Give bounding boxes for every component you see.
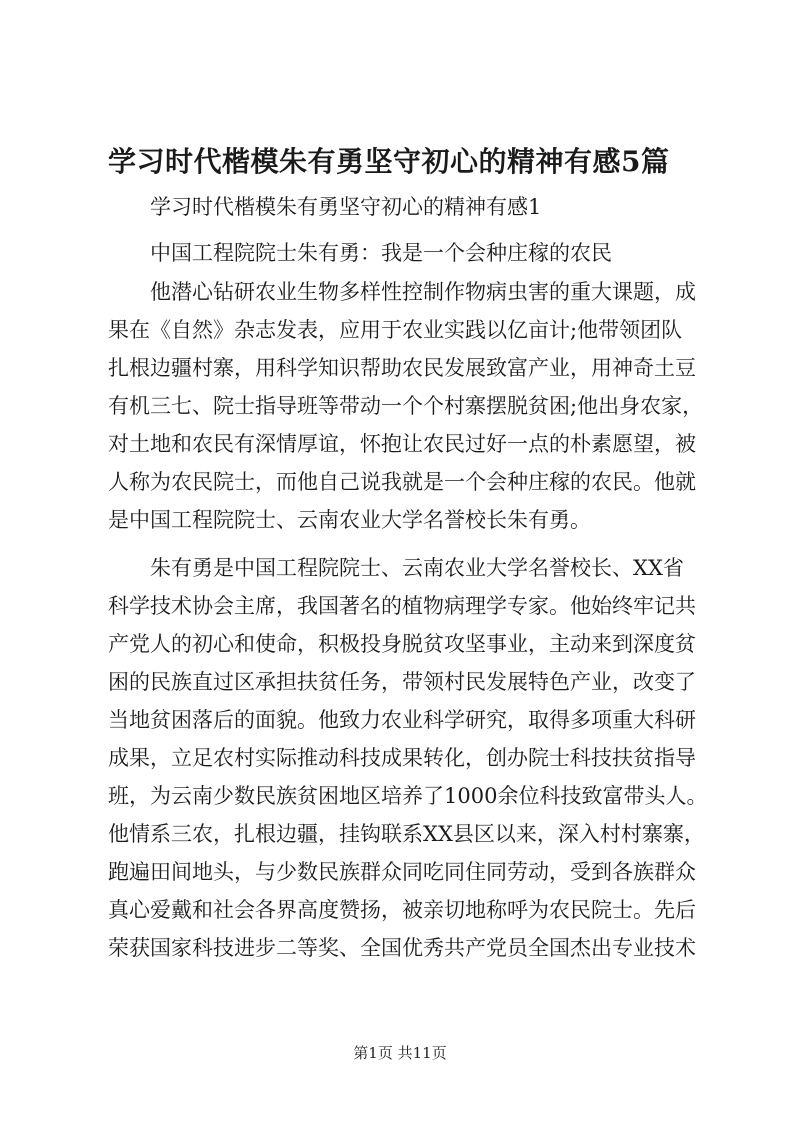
paragraph-line: 人称为农民院士，而他自己说我就是一个会种庄稼的农民。他就 (108, 470, 696, 494)
paragraph-line: 朱有勇是中国工程院院士、云南农业大学名誉校长、XX省 (150, 556, 684, 580)
section-heading: 中国工程院院士朱有勇：我是一个会种庄稼的农民 (150, 241, 612, 265)
paragraph-line: 真心爱戴和社会各界高度赞扬，被亲切地称呼为农民院士。先后 (108, 898, 696, 922)
paragraph-line: 是中国工程院院士、云南农业大学名誉校长朱有勇。 (108, 508, 591, 532)
paragraph-line: 当地贫困落后的面貌。他致力农业科学研究，取得多项重大科研 (108, 708, 696, 732)
paragraph-line: 他情系三农，扎根边疆，挂钩联系XX县区以来，深入村村寨寨， (108, 822, 705, 846)
document-subtitle: 学习时代楷模朱有勇坚守初心的精神有感1 (150, 195, 542, 219)
paragraph-line: 扎根边疆村寨，用科学知识帮助农民发展致富产业，用神奇土豆 (108, 356, 696, 380)
paragraph-line: 班，为云南少数民族贫困地区培养了1000余位科技致富带头人。 (108, 784, 708, 808)
page-number-footer: 第1页 共11页 (353, 1044, 447, 1062)
paragraph-line: 他潜心钻研农业生物多样性控制作物病虫害的重大课题，成 (150, 280, 696, 304)
paragraph-line: 果在《自然》杂志发表，应用于农业实践以亿亩计;他带领团队 (108, 318, 683, 342)
paragraph-line: 成果，立足农村实际推动科技成果转化，创办院士科技扶贫指导 (108, 746, 696, 770)
paragraph-line: 有机三七、院士指导班等带动一个个村寨摆脱贫困;他出身农家， (108, 394, 704, 418)
paragraph-line: 荣获国家科技进步二等奖、全国优秀共产党员全国杰出专业技术 (108, 936, 696, 960)
paragraph-line: 困的民族直过区承担扶贫任务，带领村民发展特色产业，改变了 (108, 670, 696, 694)
paragraph-line: 跑遍田间地头，与少数民族群众同吃同住同劳动，受到各族群众 (108, 860, 696, 884)
paragraph-line: 科学技术协会主席，我国著名的植物病理学专家。他始终牢记共 (108, 594, 696, 618)
paragraph-line: 产党人的初心和使命，积极投身脱贫攻坚事业，主动来到深度贫 (108, 632, 696, 656)
document-title: 学习时代楷模朱有勇坚守初心的精神有感5篇 (108, 145, 670, 178)
paragraph-line: 对土地和农民有深情厚谊，怀抱让农民过好一点的朴素愿望，被 (108, 432, 696, 456)
